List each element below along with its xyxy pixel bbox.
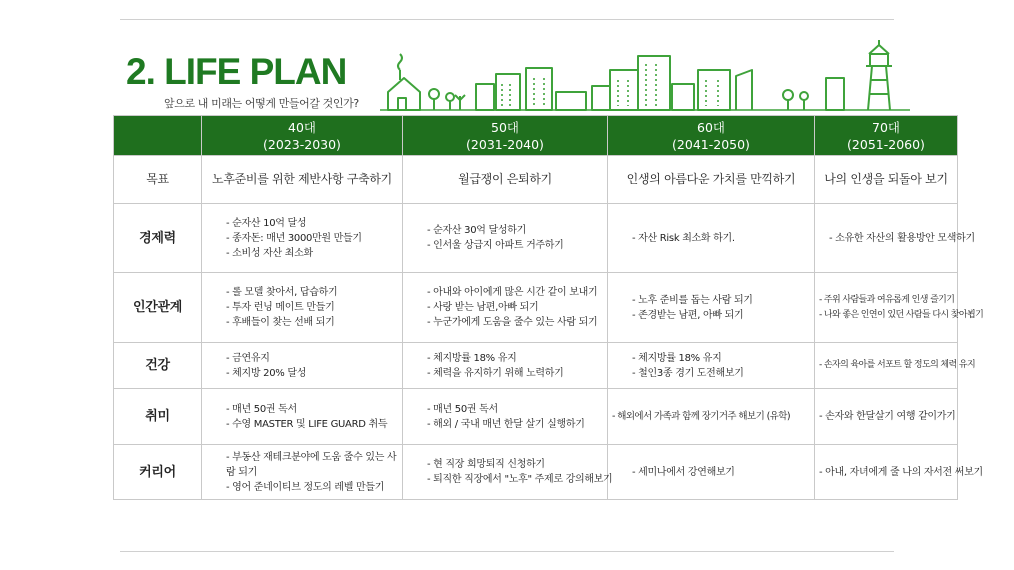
header-corner bbox=[114, 116, 202, 156]
city-building-icon bbox=[476, 56, 752, 110]
header-years: (2023-2030) bbox=[263, 136, 341, 152]
plan-item: - 부동산 재테크분야에 도움 줄수 있는 사람 되기 bbox=[226, 451, 397, 478]
goal-cell: 월급쟁이 은퇴하기 bbox=[403, 156, 608, 204]
plan-item: - 나와 좋은 인연이 있던 사람들 다시 찾아뵙기 bbox=[819, 309, 984, 320]
page-title: 2. LIFE PLAN bbox=[126, 51, 347, 92]
plan-item: - 소유한 자산의 활용방안 모색하기 bbox=[829, 232, 975, 244]
row-label: 경제력 bbox=[114, 204, 202, 273]
plan-cell bbox=[403, 204, 608, 273]
plan-item: - 아내, 자녀에게 줄 나의 자서전 써보기 bbox=[819, 466, 983, 478]
row-label: 인간관계 bbox=[114, 273, 202, 343]
plan-cell bbox=[815, 204, 975, 273]
header-years: (2031-2040) bbox=[466, 136, 544, 152]
plan-item: - 아내와 아이에게 많은 시간 같이 보내기 bbox=[427, 287, 598, 298]
row-label: 커리어 bbox=[114, 445, 202, 500]
plan-item: - 해외에서 가족과 함께 장기거주 해보기 (유학) bbox=[612, 411, 790, 422]
table-row bbox=[114, 343, 958, 389]
plan-cell bbox=[815, 389, 958, 445]
header-years: (2041-2050) bbox=[672, 136, 750, 152]
life-plan-table bbox=[113, 115, 984, 500]
plan-cell bbox=[202, 445, 403, 500]
plan-item: - 소비성 자산 최소화 bbox=[226, 247, 313, 259]
plan-item: - 투자 런닝 메이트 만들기 bbox=[226, 302, 335, 313]
plan-item: - 매년 50권 독서 bbox=[226, 403, 297, 415]
plan-cell bbox=[608, 445, 815, 500]
plan-item: - 주위 사람들과 여유롭게 인생 즐기기 bbox=[819, 294, 955, 305]
plan-cell bbox=[815, 445, 983, 500]
city-building-icon bbox=[826, 78, 844, 110]
header-age: 40대 bbox=[288, 119, 316, 135]
skyline-illustration bbox=[380, 40, 910, 116]
windmill-house-icon bbox=[388, 54, 420, 110]
goal-cell: 노후준비를 위한 제반사항 구축하기 bbox=[202, 156, 403, 204]
plan-cell bbox=[202, 273, 403, 343]
plan-item: - 해외 / 국내 매년 한달 살기 실행하기 bbox=[427, 418, 585, 430]
plan-item: - 누군가에게 도움을 줄수 있는 사람 되기 bbox=[427, 317, 598, 328]
plan-item: - 영어 준네이티브 정도의 레벨 만들기 bbox=[226, 481, 385, 493]
plan-cell bbox=[403, 343, 608, 389]
plan-item: - 철인3종 경기 도전해보기 bbox=[632, 367, 744, 379]
plan-item: - 수영 MASTER 및 LIFE GUARD 취득 bbox=[226, 418, 388, 430]
plan-item: - 체지방률 18% 유지 bbox=[632, 352, 722, 364]
plan-cell bbox=[202, 343, 403, 389]
table-row bbox=[114, 445, 958, 500]
plan-item: - 후배들이 찾는 선배 되기 bbox=[226, 317, 335, 328]
plan-item: - 체지방률 18% 유지 bbox=[427, 352, 517, 364]
table-row bbox=[114, 273, 958, 343]
plan-cell bbox=[403, 445, 613, 500]
table-row bbox=[114, 204, 958, 273]
plan-item: - 체력을 유지하기 위해 노력하기 bbox=[427, 367, 564, 379]
row-label: 취미 bbox=[114, 389, 202, 445]
plan-cell bbox=[608, 343, 815, 389]
plan-item: - 순자산 30억 달성하기 bbox=[427, 225, 526, 236]
header-age: 60대 bbox=[697, 119, 725, 135]
top-divider bbox=[120, 19, 894, 20]
page-subtitle: 앞으로 내 미래는 어떻게 만들어갈 것인가? bbox=[164, 97, 359, 110]
plan-cell bbox=[608, 389, 815, 445]
lighthouse-icon bbox=[866, 40, 892, 110]
bottom-divider bbox=[120, 551, 894, 552]
plan-item: - 금연유지 bbox=[226, 352, 270, 364]
plan-cell bbox=[608, 204, 815, 273]
goal-cell: 인생의 아름다운 가치를 만끽하기 bbox=[608, 156, 815, 204]
plan-item: - 존경받는 남편, 아빠 되기 bbox=[632, 309, 744, 321]
header-70s bbox=[815, 116, 958, 156]
plan-item: - 현 직장 희망퇴직 신청하기 bbox=[427, 459, 545, 470]
tree-icon bbox=[429, 89, 465, 110]
header-years: (2051-2060) bbox=[847, 136, 925, 152]
plan-cell bbox=[815, 273, 984, 343]
plan-item: - 사랑 받는 남편,아빠 되기 bbox=[427, 302, 539, 313]
plan-cell bbox=[403, 273, 608, 343]
plan-item: - 손자와 한달살기 여행 같이가기 bbox=[819, 411, 956, 422]
plan-item: - 자산 Risk 최소화 하기. bbox=[632, 232, 735, 244]
tree-icon bbox=[783, 90, 808, 110]
plan-cell bbox=[815, 343, 976, 389]
goal-row bbox=[114, 156, 958, 204]
header-40s bbox=[202, 116, 403, 156]
row-label: 목표 bbox=[114, 156, 202, 204]
header-age: 70대 bbox=[872, 119, 900, 135]
row-label: 건강 bbox=[114, 343, 202, 389]
goal-cell: 나의 인생을 되돌아 보기 bbox=[815, 156, 958, 204]
plan-cell bbox=[608, 273, 815, 343]
plan-item: - 매년 50권 독서 bbox=[427, 403, 498, 415]
plan-item: - 종자돈: 매년 3000만원 만들기 bbox=[226, 232, 362, 244]
plan-item: - 노후 준비를 돕는 사람 되기 bbox=[632, 294, 753, 306]
header-60s bbox=[608, 116, 815, 156]
plan-cell bbox=[202, 204, 403, 273]
plan-item: - 인서울 상급지 아파트 거주하기 bbox=[427, 240, 564, 251]
table-header-row bbox=[114, 116, 958, 156]
plan-item: - 퇴직한 직장에서 "노후" 주제로 강의해보기 bbox=[427, 474, 613, 485]
header-age: 50대 bbox=[491, 119, 519, 135]
plan-item: - 순자산 10억 달성 bbox=[226, 217, 307, 229]
plan-item: - 세미나에서 강연해보기 bbox=[632, 466, 735, 478]
plan-item: - 체지방 20% 달성 bbox=[226, 367, 307, 379]
header-50s bbox=[403, 116, 608, 156]
table-row bbox=[114, 389, 958, 445]
plan-cell bbox=[403, 389, 608, 445]
plan-cell bbox=[202, 389, 403, 445]
plan-item: - 롤 모델 찾아서, 답습하기 bbox=[226, 287, 338, 298]
plan-item: - 손자의 육아를 서포트 할 정도의 체력 유지 bbox=[819, 360, 976, 370]
